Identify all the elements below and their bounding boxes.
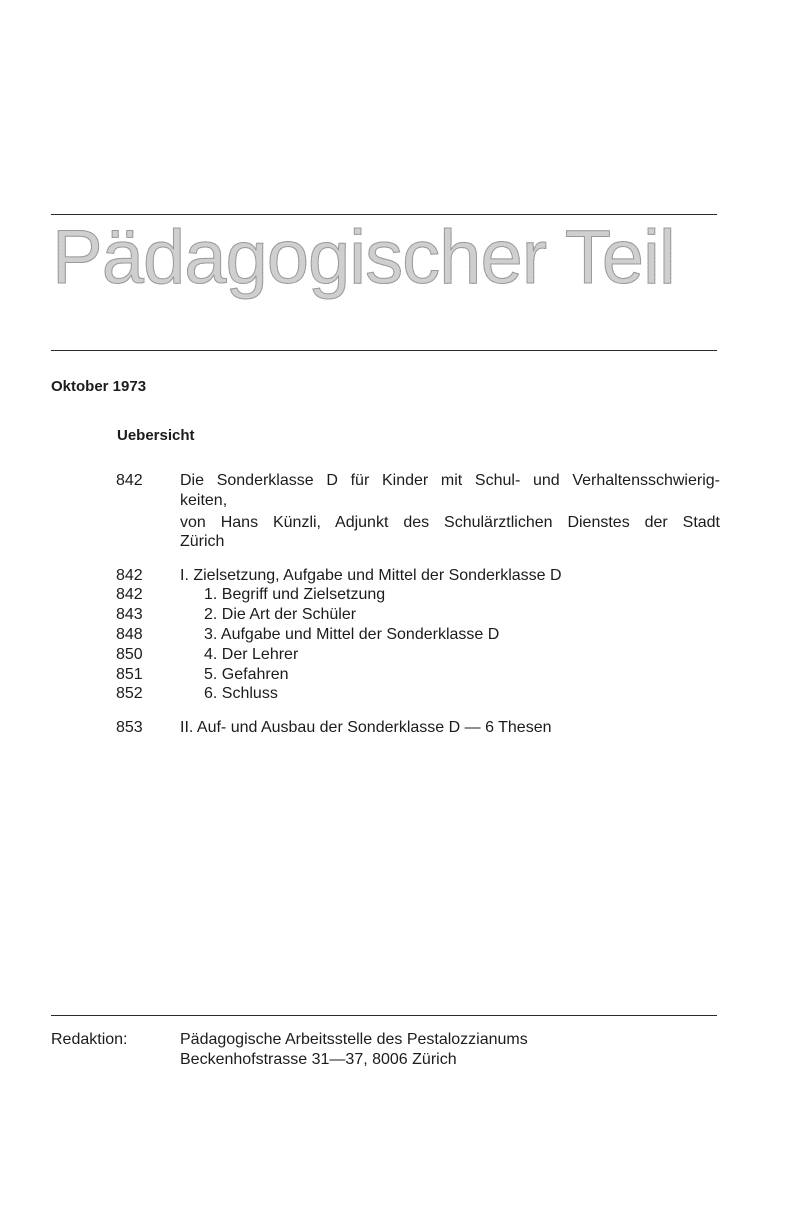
title-bottom-rule xyxy=(51,350,717,351)
issue-date: Oktober 1973 xyxy=(51,378,147,395)
page-title: Pädagogischer Teil xyxy=(52,215,675,300)
toc-page-number: 843 xyxy=(116,606,143,623)
toc-text-line: keiten, xyxy=(180,492,228,509)
toc-text: 5. Gefahren xyxy=(204,666,289,683)
toc-page-number: 842 xyxy=(116,567,143,584)
toc-page-number: 842 xyxy=(116,586,143,603)
footer-rule xyxy=(51,1015,717,1016)
toc-text: 2. Die Art der Schüler xyxy=(204,606,357,623)
toc-page-number: 848 xyxy=(116,626,143,643)
toc-text: 4. Der Lehrer xyxy=(204,646,299,663)
toc-text: I. Zielsetzung, Aufgabe und Mittel der Sonderklasse D xyxy=(180,567,562,584)
toc-page-number: 852 xyxy=(116,685,143,702)
toc-text-line: Zürich xyxy=(180,533,225,550)
editorial-label: Redaktion: xyxy=(51,1031,128,1048)
toc-text: 3. Aufgabe und Mittel der Sonderklasse D xyxy=(204,626,500,643)
toc-text-line: Die Sonderklasse D für Kinder mit Schul- und Verhaltensschwierig- xyxy=(180,472,720,489)
toc-page-number: 850 xyxy=(116,646,143,663)
overview-heading: Uebersicht xyxy=(117,427,195,444)
toc-page-number: 851 xyxy=(116,666,143,683)
editorial-address-line: Pädagogische Arbeitsstelle des Pestalozzianums xyxy=(180,1031,528,1048)
toc-text: 1. Begriff und Zielsetzung xyxy=(204,586,386,603)
editorial-address-line: Beckenhofstrasse 31—37, 8006 Zürich xyxy=(180,1051,457,1068)
toc-text: 6. Schluss xyxy=(204,685,278,702)
toc-page-number: 842 xyxy=(116,472,143,489)
toc-text: II. Auf- und Ausbau der Sonderklasse D — 6 Thesen xyxy=(180,719,552,736)
toc-text-line: von Hans Künzli, Adjunkt des Schulärztlichen Dienstes der Stadt xyxy=(180,514,720,531)
toc-page-number: 853 xyxy=(116,719,143,736)
